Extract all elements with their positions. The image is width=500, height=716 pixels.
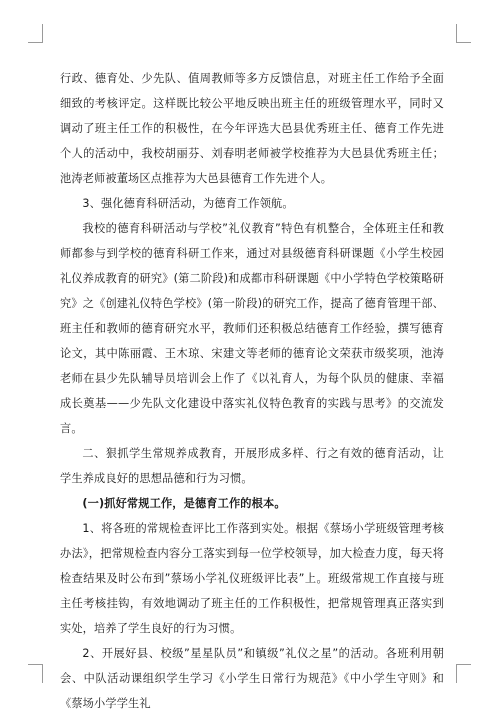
subsection-heading: (一)抓好常规工作，是德育工作的根本。 <box>82 497 286 510</box>
section-heading: 二、狠抓学生常规养成教育，开展形成多样、行之有效的德育活动，让学生养成良好的思想品德和行为习惯。 <box>60 447 444 485</box>
crop-mark-top-right <box>456 24 471 43</box>
crop-mark-bottom-left <box>28 664 43 683</box>
paragraph: 行政、德育处、少先队、值周教师等多方反馈信息，对班主任工作给予全面细致的考核评定。这样既比较公平地反映出班主任的班级管理水平，同时又调动了班主任工作的积极性，在今年评选大邑县优秀班主任、德育工作先进个人的活动中，我校胡丽芬、刘春明老师被学校推荐为大邑县优秀班主任；池涛老师被董场区点推荐为大邑县德育工作先进个人。 <box>60 72 444 185</box>
section-heading: 3、强化德育科研活动，为德育工作领航。 <box>82 197 294 210</box>
document-body <box>60 66 444 716</box>
crop-mark-bottom-right <box>456 664 471 683</box>
paragraph: 2、开展好县、校级”星星队员”和镇级”礼仪之星”的活动。各班利用朝会、中队活动课组织学生学习《小学生日常行为规范》《中小学生守则》和《蔡场小学学生礼 <box>60 647 444 710</box>
crop-mark-top-left <box>28 24 43 43</box>
paragraph: 我校的德育科研活动与学校”礼仪教育”特色有机整合，全体班主任和教师都参与到学校的德育科研工作来，通过对县级德育科研课题《小学生校园礼仪养成教育的研究》(第二阶段)和成都市科研课题《中小学特色学校策略研究》之《创建礼仪特色学校》(第一阶段)的研究工作，提高了德育管理干部、班主任和教师的德育研究水平，教师们还积极总结德育工作经验，撰写德育论文，其中陈丽霞、王木琼、宋建文等老师的德育论文荣获市级奖项，池涛老师在县少先队辅导员培训会上作了《以礼育人，为每个队员的健康、幸福成长奠基——少先队文化建设中落实礼仪特色教育的实践与思考》的交流发言。 <box>60 222 444 435</box>
paragraph: 1、将各班的常规检查评比工作落到实处。根据《蔡场小学班级管理考核办法》，把常规检查内容分工落实到每一位学校领导，加大检查力度，每天将检查结果及时公布到”蔡场小学礼仪班级评比表”上。班级常规工作直接与班主任考核挂钩，有效地调动了班主任的工作积极性，把常规管理真正落实到实处，培养了学生良好的行为习惯。 <box>60 522 444 635</box>
